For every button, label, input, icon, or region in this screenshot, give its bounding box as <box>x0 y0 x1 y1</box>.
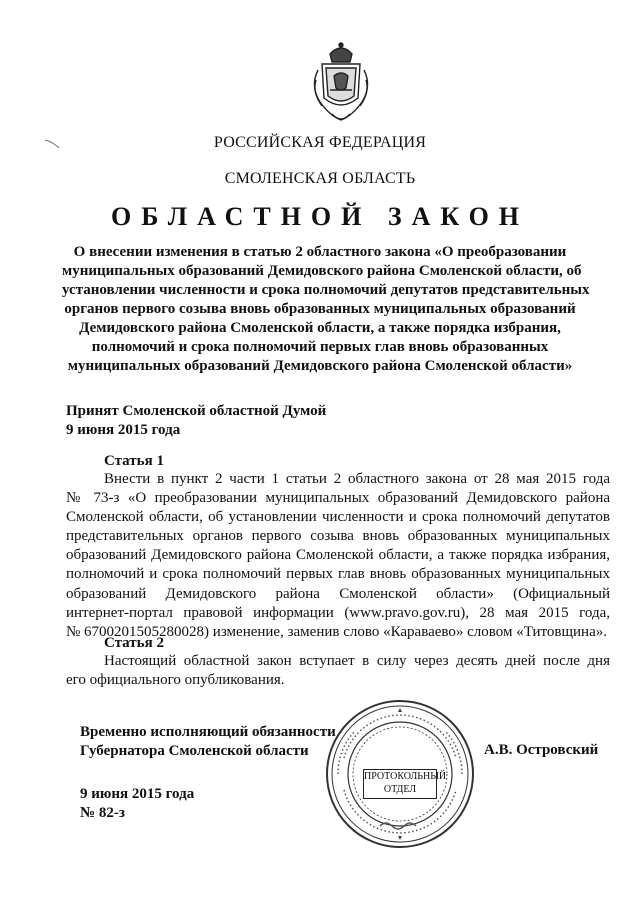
text-line: Внести в пункт 2 части 1 статьи 2 областного закона от 28 мая 2015 года <box>104 471 610 487</box>
text-line: № 73-з «О преобразовании муниципальных образований Демидовского района <box>66 490 610 507</box>
law-title-line: муниципальных образований Демидовского района Смоленской области, об <box>62 263 582 279</box>
text-line: представительных органов первого созыва вновь образованных муниципальных <box>66 528 610 545</box>
position-line: Временно исполняющий обязанности <box>80 724 336 740</box>
adoption-info <box>66 402 326 440</box>
law-title-line: органов первого созыва вновь образованных муниципальных образований <box>64 301 576 317</box>
adopted-by: Принят Смоленской областной Думой <box>66 403 327 419</box>
adopted-date: 9 июня 2015 года <box>66 422 181 438</box>
text-line: образований Демидовского района Смоленской области, а также порядка избрания, <box>66 547 610 564</box>
text-line: интернет-портал правовой информации (www.pravo.gov.ru), 28 мая 2015 года, <box>66 604 610 621</box>
law-date: 9 июня 2015 года <box>80 786 195 802</box>
text-line: образований Демидовского района Смоленской области» (Официальный <box>66 585 610 602</box>
signatory-name: А.В. Островский <box>484 742 599 758</box>
article-2-text <box>66 652 610 690</box>
document-type: ОБЛАСТНОЙ ЗАКОН <box>110 202 530 231</box>
law-title-line: О внесении изменения в статью 2 областного закона «О преобразовании <box>73 244 567 260</box>
law-title-line: установлении численности и срока полномочий депутатов представительных <box>62 282 590 298</box>
article-2-heading: Статья 2 <box>104 635 164 651</box>
law-date-number <box>80 785 194 823</box>
law-number: № 82-з <box>80 805 125 821</box>
law-title-line: полномочий и срока полномочий первых глав вновь образованных <box>91 339 549 355</box>
region-name: СМОЛЕНСКАЯ ОБЛАСТЬ <box>224 170 416 187</box>
text-line: полномочий и срока полномочий первых глав вновь образованных муниципальных <box>66 566 610 583</box>
stamp-center-label <box>363 769 447 799</box>
text-line: его официального опубликования. <box>66 672 285 689</box>
law-title-line: муниципальных образований Демидовского района Смоленской области» <box>67 358 573 374</box>
law-title <box>62 243 590 376</box>
law-title-line: Демидовского района Смоленской области, а также порядка избрания, <box>79 320 561 336</box>
text-line: Настоящий областной закон вступает в силу через десять дней после дня <box>104 653 610 669</box>
signatory-position <box>80 723 336 761</box>
stamp-line: ОТДЕЛ <box>383 784 417 795</box>
coat-of-arms-icon <box>308 40 374 124</box>
article-1-text <box>66 470 610 642</box>
text-line: Смоленской области, об установлении численности и срока полномочий депутатов <box>66 509 610 526</box>
stamp-line: ПРОТОКОЛЬНЫЙ <box>364 771 447 782</box>
position-line: Губернатора Смоленской области <box>80 743 309 759</box>
text-line: № 6700201505280028) изменение, заменив слово «Караваево» словом «Титовщина». <box>66 623 607 640</box>
article-1-heading: Статья 1 <box>104 453 164 469</box>
country-name: РОССИЙСКАЯ ФЕДЕРАЦИЯ <box>213 134 427 151</box>
